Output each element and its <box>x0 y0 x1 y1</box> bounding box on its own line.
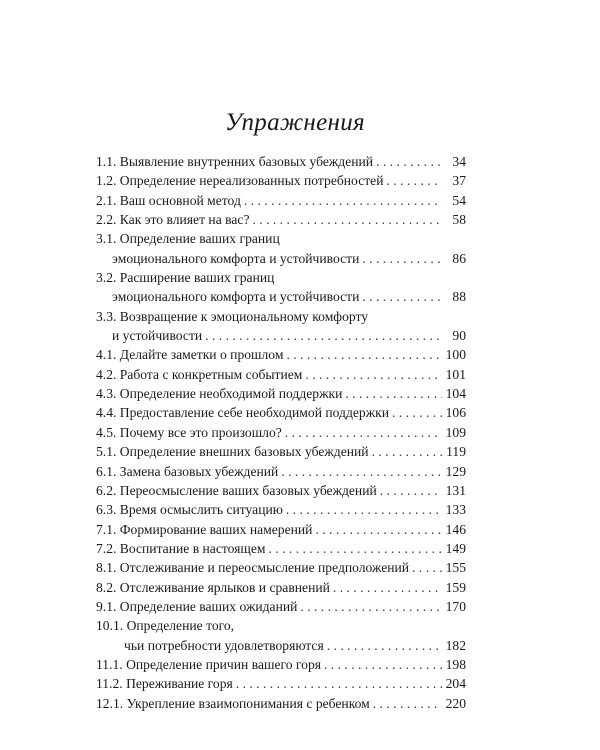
page-number: 88 <box>452 289 466 305</box>
toc-entry-text: 4.1. Делайте заметки о прошлом <box>96 347 284 363</box>
toc-entry-title <box>96 655 466 674</box>
toc-entry-title <box>96 152 466 171</box>
leader-dots <box>392 403 442 422</box>
exercise-list <box>96 152 466 713</box>
toc-entry <box>96 345 466 364</box>
page-number: 106 <box>445 405 466 421</box>
toc-entry-text: 8.1. Отслеживание и переосмысление предположений <box>96 560 410 576</box>
toc-entry-title-continuation <box>96 326 466 345</box>
toc-entry-text: 10.1. Определение того, <box>96 618 235 634</box>
page-number: 198 <box>445 656 466 672</box>
toc-entry <box>96 442 466 461</box>
toc-entry <box>96 481 466 500</box>
page-number: 58 <box>452 212 466 228</box>
toc-entry <box>96 462 466 481</box>
toc-entry-text: 3.1. Определение ваших границ <box>96 231 280 247</box>
toc-entry <box>96 210 466 229</box>
toc-entry-text: и устойчивости <box>112 328 203 344</box>
toc-entry-title <box>96 558 466 577</box>
toc-entry-text: 4.3. Определение необходимой поддержки <box>96 386 343 402</box>
page-number: 133 <box>445 502 466 518</box>
leader-dots <box>269 539 442 558</box>
toc-entry-title <box>96 229 466 248</box>
toc-entry-title <box>96 442 466 461</box>
page-number: 170 <box>445 598 466 614</box>
leader-dots <box>380 481 442 500</box>
toc-entry-title-continuation <box>96 287 466 306</box>
toc-entry-text: чьи потребности удовлетворяются <box>124 637 324 653</box>
toc-entry-text: 7.2. Воспитание в настоящем <box>96 540 266 556</box>
toc-entry-text: 8.2. Отслеживание ярлыков и сравнений <box>96 579 330 595</box>
leader-dots <box>285 423 442 442</box>
leader-dots <box>373 694 442 713</box>
toc-entry <box>96 674 466 693</box>
toc-entry-title <box>96 694 466 713</box>
toc-entry-text: 1.1. Выявление внутренних базовых убеждений <box>96 154 374 169</box>
page-number: 182 <box>445 637 466 653</box>
leader-dots <box>252 210 442 229</box>
page-number: 146 <box>445 521 466 537</box>
toc-entry-text: 7.1. Формирование ваших намерений <box>96 521 313 537</box>
leader-dots <box>236 674 442 693</box>
toc-entry-title <box>96 345 466 364</box>
toc-entry-title <box>96 462 466 481</box>
toc-entry-title <box>96 520 466 539</box>
toc-entry-title <box>96 191 466 210</box>
toc-entry-text: 6.1. Замена базовых убеждений <box>96 463 279 479</box>
toc-entry-title-continuation <box>96 249 466 268</box>
toc-entry-title <box>96 539 466 558</box>
toc-entry <box>96 655 466 674</box>
leader-dots <box>286 345 442 364</box>
toc-entry-text: 3.2. Расширение ваших границ <box>96 270 275 286</box>
leader-dots <box>362 287 442 306</box>
toc-entry-title <box>96 500 466 519</box>
page-number: 204 <box>445 676 466 692</box>
page-number: 159 <box>445 579 466 595</box>
toc-entry <box>96 578 466 597</box>
page-number: 129 <box>445 463 466 479</box>
toc-entry-text: 4.4. Предоставление себе необходимой поддержки <box>96 405 389 421</box>
leader-dots <box>300 597 442 616</box>
page-number: 119 <box>446 444 466 460</box>
toc-entry <box>96 229 466 268</box>
page-number: 220 <box>445 695 466 711</box>
toc-entry-text: 5.1. Определение внешних базовых убеждений <box>96 444 369 460</box>
toc-entry <box>96 191 466 210</box>
toc-entry <box>96 558 466 577</box>
toc-entry <box>96 597 466 616</box>
page-number: 37 <box>452 173 466 189</box>
toc-entry-title <box>96 171 466 190</box>
toc-entry <box>96 365 466 384</box>
toc-entry-title <box>96 307 466 326</box>
page-number: 104 <box>445 386 466 402</box>
toc-entry <box>96 539 466 558</box>
toc-entry-title <box>96 616 466 635</box>
leader-dots <box>324 655 442 674</box>
toc-entry-title <box>96 384 466 403</box>
leader-dots <box>327 636 442 655</box>
toc-entry <box>96 694 466 713</box>
leader-dots <box>412 558 442 577</box>
toc-entry <box>96 520 466 539</box>
page-number: 90 <box>452 328 466 344</box>
leader-dots <box>281 462 442 481</box>
toc-page <box>96 108 466 713</box>
toc-entry-text: эмоционального комфорта и устойчивости <box>112 250 360 266</box>
leader-dots <box>386 171 442 190</box>
toc-entry <box>96 171 466 190</box>
toc-entry-text: 11.1. Определение причин вашего горя <box>96 656 321 672</box>
toc-entry-title <box>96 268 466 287</box>
leader-dots <box>286 500 442 519</box>
leader-dots <box>345 384 442 403</box>
leader-dots <box>205 326 442 345</box>
toc-entry-title <box>96 365 466 384</box>
toc-entry-title <box>96 597 466 616</box>
toc-entry-text: 11.2. Переживание горя <box>96 676 233 692</box>
toc-entry-text: 2.2. Как это влияет на вас? <box>96 212 250 228</box>
leader-dots <box>362 249 442 268</box>
toc-entry-title <box>96 481 466 500</box>
leader-dots <box>333 578 442 597</box>
toc-entry-text: 6.2. Переосмысление ваших базовых убеждений <box>96 482 377 498</box>
page-number: 149 <box>445 540 466 556</box>
toc-entry-text: 2.1. Ваш основной метод <box>96 192 241 208</box>
toc-entry-title-continuation <box>96 636 466 655</box>
page-number: 54 <box>452 192 466 208</box>
toc-entry <box>96 384 466 403</box>
leader-dots <box>376 152 442 171</box>
toc-entry <box>96 307 466 346</box>
leader-dots <box>305 365 442 384</box>
toc-entry-text: эмоционального комфорта и устойчивости <box>112 289 360 305</box>
page-number: 109 <box>445 424 466 440</box>
toc-entry <box>96 423 466 442</box>
toc-entry-title <box>96 423 466 442</box>
toc-entry-text: 1.2. Определение нереализованных потребностей <box>96 173 384 189</box>
page-number: 101 <box>445 366 466 382</box>
toc-entry-text: 4.2. Работа с конкретным событием <box>96 366 303 382</box>
page-title: Упражнения <box>225 109 365 136</box>
toc-entry <box>96 500 466 519</box>
leader-dots <box>372 442 442 461</box>
toc-entry-title <box>96 210 466 229</box>
page-number: 100 <box>445 347 466 363</box>
toc-entry-text: 3.3. Возвращение к эмоциональному комфорту <box>96 308 369 324</box>
leader-dots <box>315 520 442 539</box>
toc-entry-text: 12.1. Укрепление взаимопонимания с ребенком <box>96 695 370 711</box>
toc-entry <box>96 616 466 655</box>
toc-entry-text: 6.3. Время осмыслить ситуацию <box>96 502 283 518</box>
toc-entry <box>96 152 466 171</box>
page-number: 86 <box>452 250 466 266</box>
toc-entry-title <box>96 578 466 597</box>
leader-dots <box>244 191 442 210</box>
toc-entry <box>96 268 466 307</box>
toc-entry-title <box>96 674 466 693</box>
toc-entry-title <box>96 403 466 422</box>
page-number: 155 <box>445 560 466 576</box>
page-number: 131 <box>445 482 466 498</box>
toc-entry-text: 4.5. Почему все это произошло? <box>96 424 282 440</box>
toc-entry <box>96 403 466 422</box>
page-number: 34 <box>452 154 466 169</box>
toc-entry-text: 9.1. Определение ваших ожиданий <box>96 598 298 614</box>
